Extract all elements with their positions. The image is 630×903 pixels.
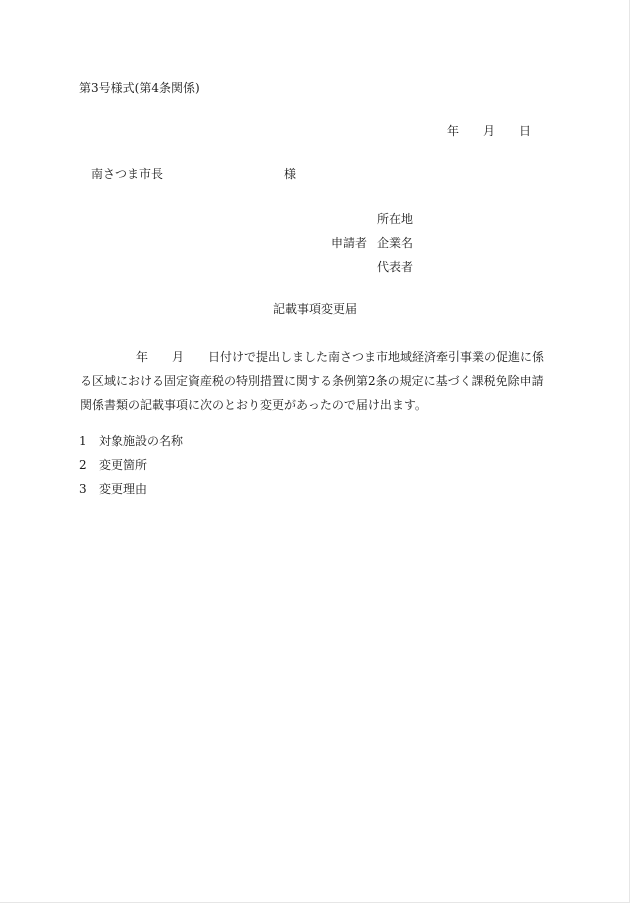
- item-list: [79, 434, 183, 506]
- body-month: 月: [172, 350, 185, 364]
- applicant-block: [331, 212, 413, 284]
- applicant-role: 申請者: [331, 236, 368, 250]
- applicant-row-company: [331, 236, 413, 260]
- item-label: 変更理由: [99, 482, 148, 496]
- body-paragraph: [80, 345, 555, 417]
- item-number: 3: [79, 482, 87, 496]
- form-number: 第3号様式(第4条関係): [79, 81, 200, 95]
- date-line: [447, 124, 531, 138]
- applicant-row-address: [331, 212, 413, 236]
- document-title: 記載事項変更届: [272, 302, 357, 316]
- item-label: 変更箇所: [99, 458, 148, 472]
- applicant-field-address: 所在地: [377, 212, 414, 226]
- applicant-row-representative: [331, 260, 413, 284]
- applicant-field-representative: 代表者: [377, 260, 414, 274]
- item-label: 対象施設の名称: [99, 434, 184, 448]
- item-number: 1: [79, 434, 87, 448]
- date-year: 年: [447, 124, 460, 138]
- addressee-honorific: 様: [284, 167, 297, 181]
- addressee-name: 南さつま市長: [91, 167, 164, 181]
- date-day: 日: [519, 124, 532, 138]
- list-item: [79, 434, 183, 458]
- body-text: 日付けで提出しました南さつま市地域経済牽引事業の促進に係る区域における固定資産税の特別措置に関する条例第2条の規定に基づく課税免除申請関係書類の記載事項に次のとおり変更があったので届け出ます。: [80, 350, 545, 412]
- body-year: 年: [136, 350, 149, 364]
- list-item: [79, 482, 183, 506]
- date-month: 月: [483, 124, 496, 138]
- addressee: [91, 167, 296, 181]
- item-number: 2: [79, 458, 87, 472]
- applicant-field-company: 企業名: [377, 236, 414, 250]
- list-item: [79, 458, 183, 482]
